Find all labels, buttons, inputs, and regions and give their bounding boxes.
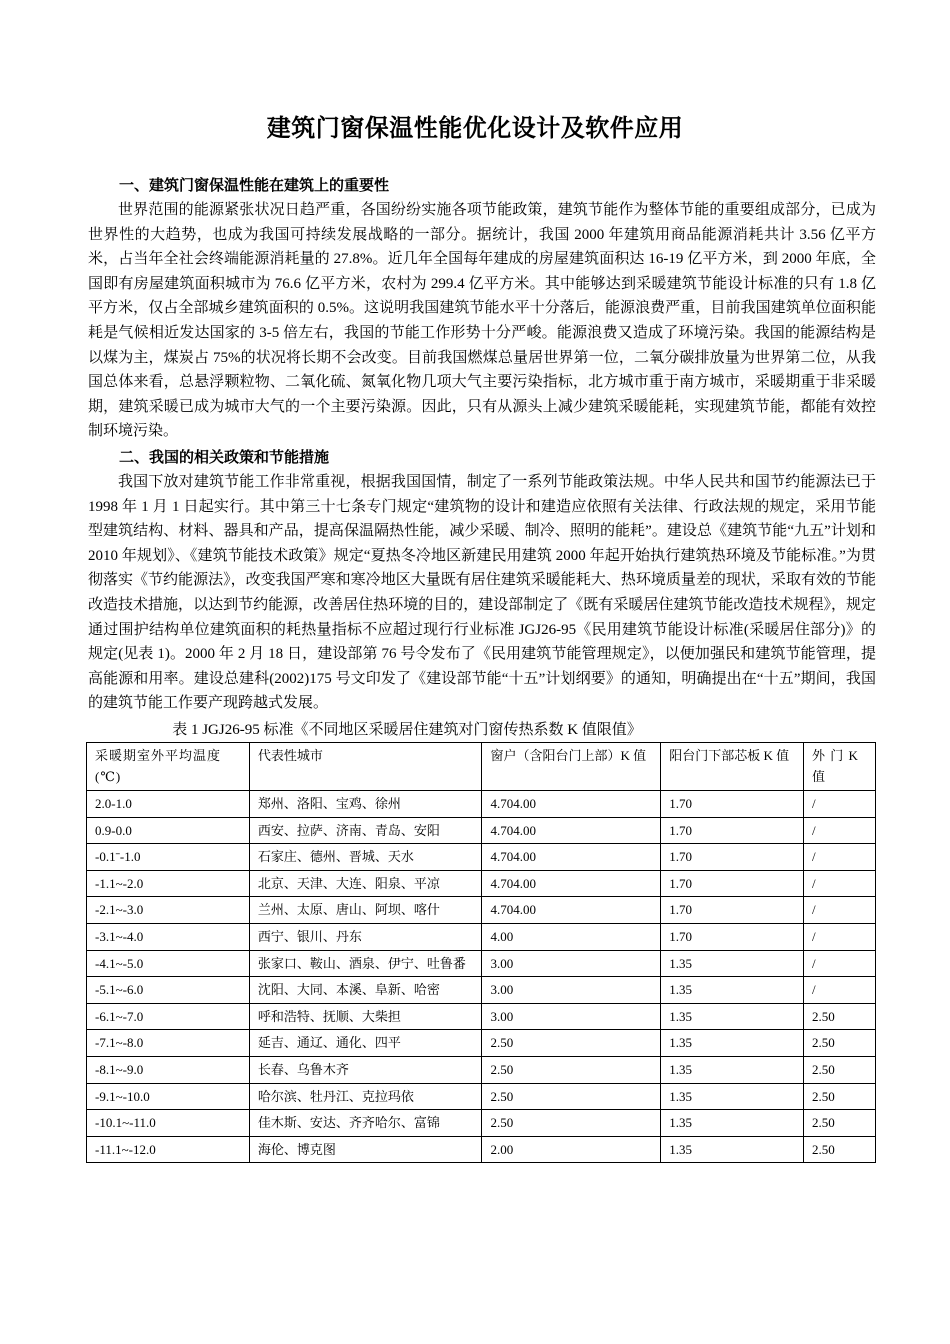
cell-outer-door-k: 2.50 [804, 1110, 876, 1137]
cell-cities: 哈尔滨、牡丹江、克拉玛依 [249, 1083, 482, 1110]
section-2-paragraph: 我国下放对建筑节能工作非常重视，根据我国国情，制定了一系列节能政策法规。中华人民共和国节约能源法已于 1998 年 1 月 1 日起实行。其中第三十七条专门规定“建筑物的设计和建造应依照有关法律、行政法规的规定，采用节能型建筑结构、材料、器具和产品，提高保温隔热性能，减少采暖、制冷、照明的能耗”。建设总《建筑节能“九五”计划和 2010 年规划》、《建筑节能技术政策》规定“夏热冬冷地区新建民用建筑 2000 年起开始执行建筑热环境及节能标准。”为贯彻落实《节约能源法》，改变我国严寒和寒冷地区大量既有居住建筑采暖能耗大、热环境质量差的现状，采取有效的节能改造技术措施，以达到节约能源，改善居住热环境的目的，建设部制定了《既有采暖居住建筑节能改造技术规程》，规定通过围护结构单位建筑面积的耗热量指标不应超过现行行业标准 JGJ26-95《民用建筑节能设计标准(采暖居住部分)》的规定(见表 1)。2000 年 2 月 18 日，建设部第 76 号令发布了《民用建筑节能管理规定》，以便加强民和建筑节能管理，提高能源和用率。建设总建科(2002)175 号文印发了《建设部节能“十五”计划纲要》的通知，明确提出在“十五”期间，我国的建筑节能工作要产现跨越式发展。 [88, 473, 876, 712]
cell-temperature: -11.1~-12.0 [87, 1136, 250, 1163]
cell-balcony-door-k: 1.35 [661, 950, 804, 977]
table-row [87, 1057, 876, 1084]
header-window-k: 窗户（含阳台门上部）K 值 [482, 742, 661, 790]
cell-window-k: 3.00 [482, 950, 661, 977]
cell-outer-door-k: 2.50 [804, 1136, 876, 1163]
cell-cities: 沈阳、大同、本溪、阜新、哈密 [249, 977, 482, 1004]
section-2-heading: 二、我国的相关政策和节能措施 [119, 447, 330, 466]
cell-balcony-door-k: 1.35 [661, 1110, 804, 1137]
cell-outer-door-k: / [804, 844, 876, 871]
cell-temperature: -10.1~-11.0 [87, 1110, 250, 1137]
cell-cities: 西宁、银川、丹东 [249, 924, 482, 951]
cell-outer-door-k: 2.50 [804, 1003, 876, 1030]
cell-window-k: 4.704.00 [482, 844, 661, 871]
document-title: 建筑门窗保温性能优化设计及软件应用 [266, 114, 684, 142]
k-value-table [86, 742, 876, 1164]
cell-outer-door-k: 2.50 [804, 1083, 876, 1110]
cell-outer-door-k: / [804, 924, 876, 951]
cell-cities: 张家口、鞍山、酒泉、伊宁、吐鲁番 [249, 950, 482, 977]
cell-cities: 郑州、洛阳、宝鸡、徐州 [249, 791, 482, 818]
cell-window-k: 3.00 [482, 1003, 661, 1030]
cell-temperature: 0.9-0.0 [87, 817, 250, 844]
cell-balcony-door-k: 1.35 [661, 1057, 804, 1084]
cell-temperature: -7.1~-8.0 [87, 1030, 250, 1057]
header-balcony-door-k: 阳台门下部芯板 K 值 [661, 742, 804, 790]
cell-cities: 呼和浩特、抚顺、大柴担 [249, 1003, 482, 1030]
cell-window-k: 4.704.00 [482, 870, 661, 897]
cell-balcony-door-k: 1.70 [661, 924, 804, 951]
cell-outer-door-k: / [804, 897, 876, 924]
cell-temperature: -0.1ˉ-1.0 [87, 844, 250, 871]
cell-cities: 石家庄、德州、晋城、天水 [249, 844, 482, 871]
cell-temperature: -8.1~-9.0 [87, 1057, 250, 1084]
cell-temperature: -1.1~-2.0 [87, 870, 250, 897]
header-temperature: 采暖期室外平均温度(℃) [87, 742, 250, 790]
cell-window-k: 3.00 [482, 977, 661, 1004]
cell-temperature: 2.0-1.0 [87, 791, 250, 818]
cell-outer-door-k: / [804, 950, 876, 977]
table-row [87, 1136, 876, 1163]
cell-cities: 西安、拉萨、济南、青岛、安阳 [249, 817, 482, 844]
cell-window-k: 2.50 [482, 1030, 661, 1057]
cell-balcony-door-k: 1.70 [661, 791, 804, 818]
table-row [87, 897, 876, 924]
cell-balcony-door-k: 1.35 [661, 1136, 804, 1163]
cell-balcony-door-k: 1.35 [661, 1083, 804, 1110]
table-row [87, 1030, 876, 1057]
cell-window-k: 2.50 [482, 1057, 661, 1084]
cell-cities: 延吉、通辽、通化、四平 [249, 1030, 482, 1057]
table-row [87, 870, 876, 897]
table-header-row [87, 742, 876, 790]
section-1-paragraph: 世界范围的能源紧张状况日趋严重，各国纷纷实施各项节能政策，建筑节能作为整体节能的重要组成部分，已成为世界性的大趋势，也成为我国可持续发展战略的一部分。据统计，我国 2000 年建筑用商品能源消耗共计 3.56 亿平方米，占当年全社会终端能源消耗量的 27.8%。近几年全国每年建成的房屋建筑面积达 16-19 亿平方米，到 2000 年底，全国即有房屋建筑面积城市为 76.6 亿平方米，农村为 299.4 亿平方米。其中能够达到采暖建筑节能设计标准的只有 1.8 亿平方米，仅占全部城乡建筑面积的 0.5%。这说明我国建筑节能水平十分落后，能源浪费严重，目前我国建筑单位面积能耗是气候相近发达国家的 3-5 倍左右，我国的节能工作形势十分严峻。能源浪费又造成了环境污染。我国的能源结构是以煤为主，煤炭占 75%的状况将长期不会改变。目前我国燃煤总量居世界第一位，二氧分碳排放量为世界第二位，从我国总体来看，总悬浮颗粒物、二氧化硫、氮氧化物几项大气主要污染指标，北方城市重于南方城市，采暖期重于非采暖期，建筑采暖已成为城市大气的一个主要污染源。因此，只有从源头上减少建筑采暖能耗，实现建筑节能，都能有效控制环境污染。 [88, 202, 876, 440]
cell-outer-door-k: 2.50 [804, 1057, 876, 1084]
cell-window-k: 4.704.00 [482, 817, 661, 844]
cell-balcony-door-k: 1.70 [661, 844, 804, 871]
cell-outer-door-k: / [804, 977, 876, 1004]
cell-temperature: -6.1~-7.0 [87, 1003, 250, 1030]
cell-window-k: 2.50 [482, 1083, 661, 1110]
cell-cities: 兰州、太原、唐山、阿坝、喀什 [249, 897, 482, 924]
table-row [87, 1110, 876, 1137]
table-row [87, 977, 876, 1004]
header-outer-door-k: 外 门 K 值 [804, 742, 876, 790]
cell-temperature: -9.1~-10.0 [87, 1083, 250, 1110]
table-row [87, 844, 876, 871]
table-row [87, 1003, 876, 1030]
cell-cities: 佳木斯、安达、齐齐哈尔、富锦 [249, 1110, 482, 1137]
cell-temperature: -3.1~-4.0 [87, 924, 250, 951]
cell-temperature: -2.1~-3.0 [87, 897, 250, 924]
section-1-heading: 一、建筑门窗保温性能在建筑上的重要性 [119, 176, 390, 194]
cell-temperature: -5.1~-6.0 [87, 977, 250, 1004]
cell-balcony-door-k: 1.70 [661, 870, 804, 897]
cell-window-k: 2.00 [482, 1136, 661, 1163]
table-row [87, 950, 876, 977]
cell-balcony-door-k: 1.35 [661, 1003, 804, 1030]
cell-window-k: 4.704.00 [482, 791, 661, 818]
table-row [87, 1083, 876, 1110]
header-cities: 代表性城市 [249, 742, 482, 790]
table-row [87, 817, 876, 844]
cell-outer-door-k: / [804, 817, 876, 844]
cell-outer-door-k: / [804, 791, 876, 818]
cell-balcony-door-k: 1.70 [661, 897, 804, 924]
table-row [87, 791, 876, 818]
cell-balcony-door-k: 1.70 [661, 817, 804, 844]
cell-balcony-door-k: 1.35 [661, 977, 804, 1004]
table-caption: 表 1 JGJ26-95 标准《不同地区采暖居住建筑对门窗传热系数 K 值限值》 [172, 721, 642, 738]
cell-window-k: 4.00 [482, 924, 661, 951]
cell-temperature: -4.1~-5.0 [87, 950, 250, 977]
cell-cities: 长春、乌鲁木齐 [249, 1057, 482, 1084]
cell-cities: 海伦、博克图 [249, 1136, 482, 1163]
cell-outer-door-k: / [804, 870, 876, 897]
table-row [87, 924, 876, 951]
document-body [88, 173, 876, 1163]
cell-balcony-door-k: 1.35 [661, 1030, 804, 1057]
cell-cities: 北京、天津、大连、阳泉、平凉 [249, 870, 482, 897]
cell-outer-door-k: 2.50 [804, 1030, 876, 1057]
cell-window-k: 2.50 [482, 1110, 661, 1137]
cell-window-k: 4.704.00 [482, 897, 661, 924]
